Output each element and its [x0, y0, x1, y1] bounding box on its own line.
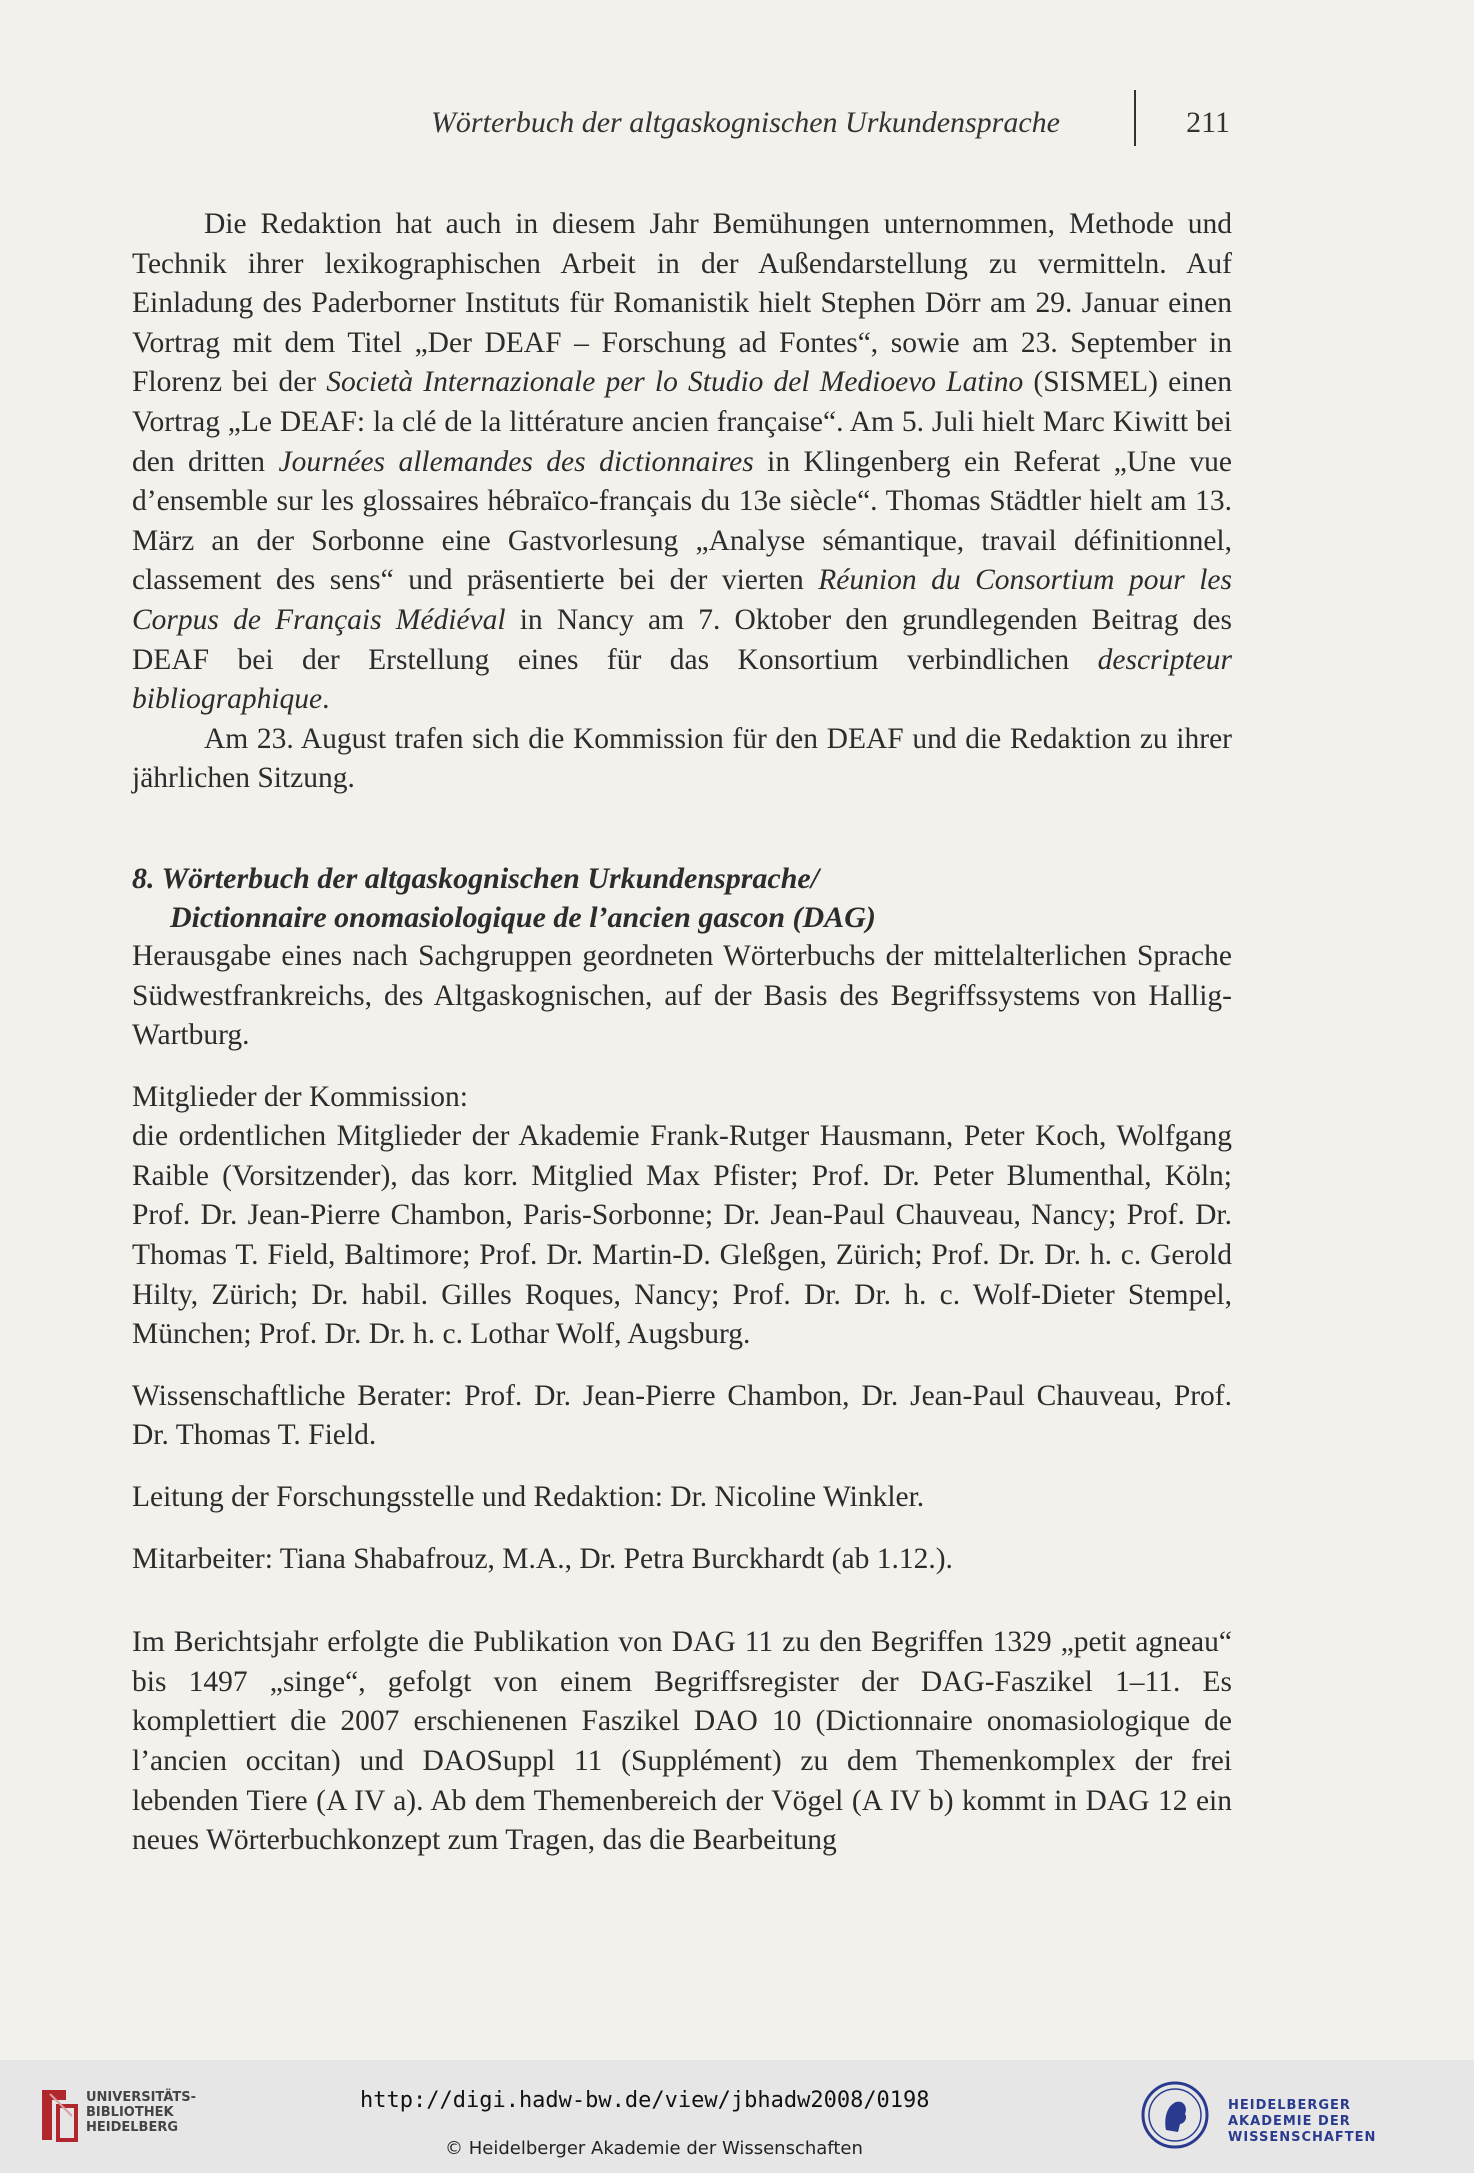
paragraph: [132, 937, 1232, 1056]
italic-title: Journées allemandes des dictionnaires: [278, 445, 754, 478]
section-heading-line: 8. Wörterbuch der altgaskognischen Urkundensprache/: [132, 861, 820, 895]
paragraph: [132, 1117, 1232, 1355]
text-run: Im Berichtsjahr erfolgte die Publikation von DAG 11 zu den Begriffen 1329 „petit agneau“ bis 1497 „singe“, gefolgt von einem Begriffsregister der DAG-Faszikel 1–11. Es komplettiert die 2007 erschienenen Faszikel DAO 10 (Dictionnaire onomasiologique de l’ancien occitan) und DAOSuppl 11 (Supplément) zu dem Themenkomplex der frei lebenden Tiere (A IV a). Ab dem Themenbereich der Vögel (A IV b) kommt in DAG 12 ein neues Wörterbuchkonzept zum Tragen, das die Bearbeitung: [132, 1626, 1232, 1857]
text-run: (SISMEL) einen Vortrag „Le DEAF: la clé de la littérature ancien française“. Am 5. Juli hielt Marc Kiwitt bei den dritten: [132, 366, 1232, 478]
text-run: in Klingenberg ein Referat „Une vue d’ensemble sur les glossaires hébraïco-français du 13e siècle“. Thomas Städtler hielt am 13. März an der Sorbonne eine Gastvorlesung „Analyse sémantique, travail définitionnel, classement des sens“ und präsentierte bei der vierten: [132, 445, 1233, 597]
academy-name: HEIDELBERGER AKADEMIE DER WISSENSCHAFTEN: [1228, 2098, 1377, 2145]
running-title: Wörterbuch der altgaskognischen Urkundensprache: [430, 106, 1060, 139]
text-run: Mitglieder der Kommission:: [132, 1080, 468, 1113]
text-run: Am 23. August trafen sich die Kommission für den DEAF und die Redaktion zu ihrer jährlichen Sitzung.: [132, 722, 1232, 795]
text-run: Die Redaktion hat auch in diesem Jahr Bemühungen unternommen, Methode und Technik ihrer lexikographischen Arbeit in der Außendarstellung zu vermitteln. Auf Einladung des Paderborner Instituts für Romanistik hielt Stephen Dörr am 29. Januar einen Vortrag mit dem Titel „Der DEAF – Forschung ad Fontes“, sowie am 23. September in Florenz bei der: [132, 208, 1232, 399]
page-number: 211: [1186, 106, 1230, 139]
text-run: die ordentlichen Mitglieder der Akademie Frank-Rutger Hausmann, Peter Koch, Wolfgang Raible (Vorsitzender), das korr. Mitglied Max Pfister; Prof. Dr. Peter Blumenthal, Köln; Prof. Dr. Jean-Pierre Chambon, Paris-Sorbonne; Dr. Jean-Paul Chauveau, Nancy; Prof. Dr. Thomas T. Field, Baltimore; Prof. Dr. Martin-D. Gleßgen, Zürich; Prof. Dr. Dr. h. c. Gerold Hilty, Zürich; Dr. habil. Gilles Roques, Nancy; Prof. Dr. Dr. h. c. Wolf-Dieter Stempel, München; Prof. Dr. Dr. h. c. Lothar Wolf, Augsburg.: [132, 1120, 1232, 1351]
spacer: [132, 1456, 1232, 1478]
paragraph: [132, 1478, 1232, 1518]
spacer: [132, 1518, 1232, 1540]
italic-title: descripteur bibliographique: [132, 643, 1232, 716]
paragraph: [132, 1078, 1232, 1118]
viewer-footer: [0, 2060, 1474, 2173]
text-run: Leitung der Forschungsstelle und Redaktion: Dr. Nicoline Winkler.: [132, 1481, 925, 1514]
italic-title: Réunion du Consortium pour les Corpus de Français Médiéval: [132, 564, 1232, 636]
text-run: Herausgabe eines nach Sachgruppen geordneten Wörterbuchs der mittelalterlichen Sprache Südwestfrankreichs, des Altgaskognischen, auf der Basis des Begriffssystems von Hallig-Wartburg.: [132, 939, 1232, 1052]
italic-title: Società Internazionale per lo Studio del Medioevo Latino: [326, 366, 1024, 399]
paragraph: [132, 205, 1232, 720]
section-heading-line: Dictionnaire onomasiologique de l’ancien gascon (DAG): [170, 900, 876, 934]
copyright-notice: © Heidelberger Akademie der Wissenschaften: [445, 2138, 863, 2159]
library-name: UNIVERSITÄTS- BIBLIOTHEK HEIDELBERG: [86, 2090, 196, 2135]
text-run: Wissenschaftliche Berater: Prof. Dr. Jean-Pierre Chambon, Dr. Jean-Paul Chauveau, Prof. Dr. Thomas T. Field.: [132, 1379, 1232, 1452]
spacer: [132, 1355, 1232, 1377]
academy-seal-icon: [1140, 2080, 1210, 2150]
paragraph: [132, 1377, 1232, 1456]
paragraph: [132, 1623, 1232, 1861]
text-run: in Nancy am 7. Oktober den grundlegenden Beitrag des DEAF bei der Erstellung eines für das Konsortium verbindlichen: [132, 603, 1232, 676]
spacer: [132, 799, 1232, 859]
paragraph: [132, 1540, 1232, 1580]
spacer: [132, 1056, 1232, 1078]
paragraph: [132, 720, 1232, 799]
header-divider: [1134, 90, 1136, 146]
spacer: [132, 1601, 1232, 1623]
body-text: [132, 205, 1232, 1861]
text-run: Mitarbeiter: Tiana Shabafrouz, M.A., Dr. Petra Burckhardt (ab 1.12.).: [132, 1542, 953, 1575]
spacer: [132, 1579, 1232, 1601]
permalink[interactable]: http://digi.hadw-bw.de/view/jbhadw2008/0198: [360, 2088, 930, 2113]
university-library-logo-icon: [36, 2086, 80, 2144]
text-run: .: [322, 683, 330, 716]
page-header: [130, 104, 1230, 148]
section-heading: [132, 859, 1232, 937]
